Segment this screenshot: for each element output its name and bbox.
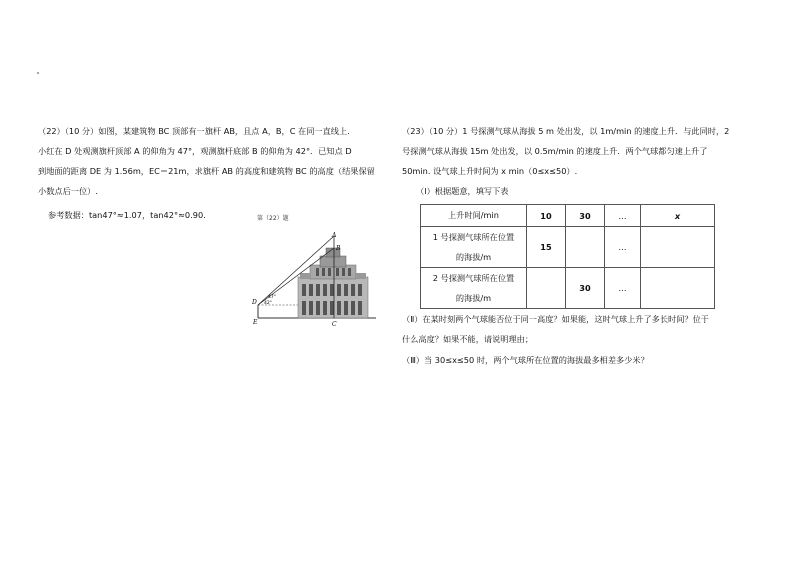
q22-line-1: （22）（10 分）如图，某建筑物 BC 顶部有一旗杆 AB，且点 A，B，C 在同一直线上. [38,126,350,136]
building-flagpole-figure [252,232,378,328]
header-cell-x: x [641,205,715,227]
question-23 [402,121,762,181]
row2-cell-ellipsis: … [605,268,641,309]
q23-part-2-line-2: 什么高度？如果不能，请说明理由； [402,334,534,344]
row2-label [421,268,527,309]
row1-label-line-1: 1 号探测气球所在位置 [432,232,515,242]
row2-label-line-2: 的海拔/m [455,293,492,303]
q22-figure-label: 第（22）题 [257,215,289,222]
point-e-label: E [253,319,258,326]
table-row-balloon-2 [421,268,715,309]
row2-cell-10[interactable] [527,268,566,309]
building-illustration [298,248,368,318]
row1-label [421,227,527,268]
q23-line-1: （23）（10 分）1 号探测气球从海拔 5 m 处出发，以 1m/min 的速度上升．与此同时，2 [402,126,730,136]
row1-cell-10[interactable]: 15 [527,227,566,268]
point-c-label: C [332,321,337,328]
q22-reference-data: 参考数据：tan47°≈1.07，tan42°≈0.90. [48,210,206,220]
point-d-label: D [252,299,257,306]
stray-mark [37,72,39,74]
row1-cell-x[interactable] [641,227,715,268]
q23-part-2-line-1: （Ⅱ）在某时刻两个气球能否位于同一高度？如果能，这时气球上升了多长时间？位于 [402,314,709,324]
angle-47-label: 47° [268,295,276,300]
question-22 [38,121,398,201]
point-a-label: A [332,232,337,239]
row1-cell-30[interactable] [566,227,605,268]
q23-fill-table [420,204,715,309]
angle-42-label: 42° [264,301,272,306]
q23-part-3: （Ⅲ）当 30≤x≤50 时，两个气球所在位置的海拔最多相差多少米？ [402,355,649,365]
row1-label-line-2: 的海拔/m [455,252,492,262]
header-cell-time: 上升时间/min [421,205,527,227]
q23-part-1: （Ⅰ）根据题意，填写下表 [416,186,509,196]
header-cell-10: 10 [527,205,566,227]
q22-line-4: 小数点后一位）. [38,186,98,196]
row2-cell-30[interactable]: 30 [566,268,605,309]
table-header-row [421,205,715,227]
q22-line-2: 小红在 D 处观测旗杆顶部 A 的仰角为 47°，观测旗杆底部 B 的仰角为 42°．已知点 D [38,146,352,156]
q22-line-3: 到地面的距离 DE 为 1.56m，EC＝21m，求旗杆 AB 的高度和建筑物 BC 的高度（结果保留 [38,166,375,176]
q23-line-3: 50min. 设气球上升时间为 x min（0≤x≤50）. [402,166,578,176]
header-cell-ellipsis: … [605,205,641,227]
row1-cell-ellipsis: … [605,227,641,268]
row2-cell-x[interactable] [641,268,715,309]
table-row-balloon-1 [421,227,715,268]
header-cell-30: 30 [566,205,605,227]
point-b-label: B [336,245,341,252]
q23-line-2: 号探测气球从海拔 15m 处出发，以 0.5m/min 的速度上升．两个气球都匀速上升了 [402,146,708,156]
row2-label-line-1: 2 号探测气球所在位置 [432,273,515,283]
